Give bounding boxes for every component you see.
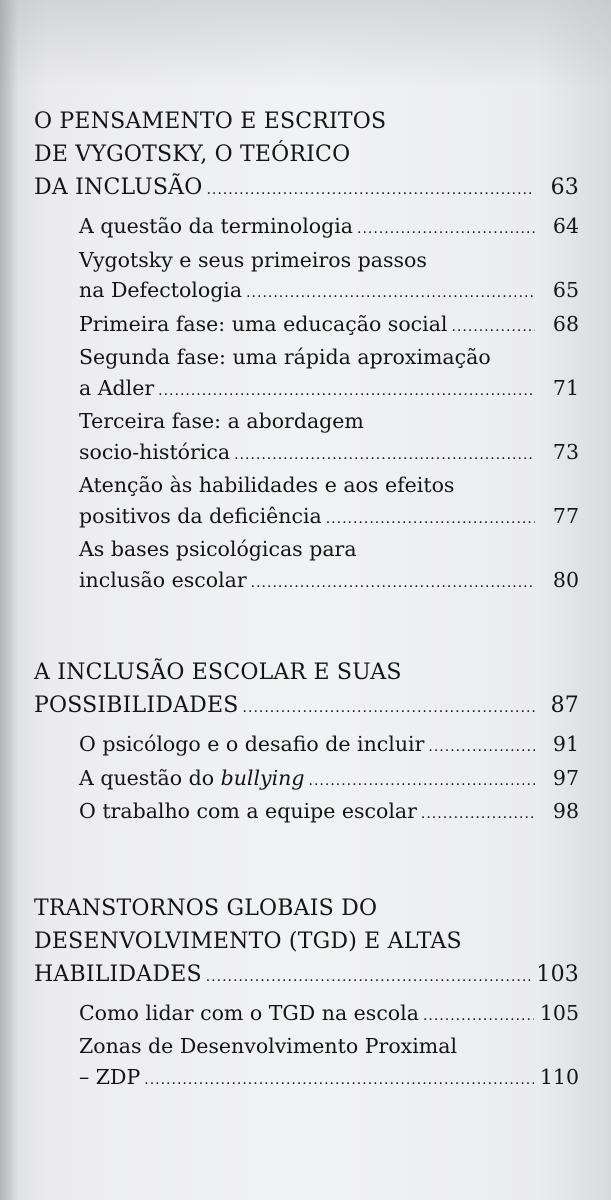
leader-dots xyxy=(144,1065,534,1096)
subsection-list xyxy=(79,998,579,1096)
subsection-entry xyxy=(79,501,579,535)
page-number: 68 xyxy=(552,311,579,336)
subsection-title: – ZDP xyxy=(79,1064,141,1089)
subsection-entry xyxy=(79,275,579,309)
leader-dots xyxy=(357,214,535,245)
toc-section xyxy=(34,656,579,830)
page-number: 87 xyxy=(550,693,579,718)
subsection-title-line: Atenção às habilidades e aos efeitos xyxy=(79,473,455,497)
chapter-title-line: O PENSAMENTO E ESCRITOS xyxy=(34,109,387,134)
subsection-title: inclusão escolar xyxy=(79,567,247,592)
page-number: 64 xyxy=(552,214,579,238)
subsection-list xyxy=(79,729,579,830)
subsection-list xyxy=(79,211,579,598)
subsection-entry xyxy=(79,437,579,471)
leader-dots xyxy=(246,278,535,309)
page-number: 103 xyxy=(536,961,579,987)
chapter-title-line: DESENVOLVIMENTO (TGD) E ALTAS xyxy=(34,928,462,954)
leader-dots xyxy=(451,312,535,343)
subsection-entry xyxy=(79,729,579,763)
subsection-entry xyxy=(79,1062,579,1096)
leader-dots xyxy=(243,692,535,725)
chapter-entry xyxy=(34,958,579,994)
chapter-entry xyxy=(34,689,579,725)
subsection-entry xyxy=(79,309,579,343)
leader-dots xyxy=(309,766,535,797)
subsection-title: na Defectologia xyxy=(79,278,243,302)
table-of-contents xyxy=(34,105,579,1095)
leader-dots xyxy=(206,174,535,207)
subsection-entry xyxy=(79,763,579,797)
page-shadow-top xyxy=(0,0,611,90)
section-spacer xyxy=(34,830,579,892)
subsection-title xyxy=(79,763,305,794)
chapter-title-last-line: POSSIBILIDADES xyxy=(34,693,239,718)
subsection-title: positivos da deficiência xyxy=(79,503,322,528)
subsection-title-line: Zonas de Desenvolvimento Proximal xyxy=(79,1034,457,1058)
subsection-entry xyxy=(79,998,579,1032)
page-number: 98 xyxy=(552,799,579,823)
page-number: 73 xyxy=(552,439,579,464)
subsection-title: O psicólogo e o desafio de incluir xyxy=(79,732,425,756)
toc-section xyxy=(34,892,579,1096)
page-number: 91 xyxy=(552,732,579,756)
chapter-title-last-line: HABILIDADES xyxy=(34,961,202,987)
page-number: 105 xyxy=(539,1000,579,1025)
leader-dots xyxy=(428,732,535,763)
subsection-entry xyxy=(79,373,579,407)
chapter-title-last-line: DA INCLUSÃO xyxy=(34,175,203,200)
subsection-title-line: As bases psicológicas para xyxy=(79,537,357,561)
subsection-entry xyxy=(79,565,579,599)
subsection-title: a Adler xyxy=(79,375,155,400)
subsection-title-prefix: A questão do xyxy=(79,765,221,790)
subsection-title: O trabalho com a equipe escolar xyxy=(79,799,417,823)
subsection-title-line: Vygotsky e seus primeiros passos xyxy=(79,247,427,272)
subsection-title: A questão da terminologia xyxy=(79,214,353,238)
subsection-entry xyxy=(79,796,579,830)
subsection-title: Primeira fase: uma educação social xyxy=(79,311,448,336)
leader-dots xyxy=(158,376,535,407)
chapter-title-line: A INCLUSÃO ESCOLAR E SUAS xyxy=(34,660,402,685)
page-number: 63 xyxy=(550,175,579,200)
chapter-title-line: TRANSTORNOS GLOBAIS DO xyxy=(34,895,378,921)
toc-section xyxy=(34,105,579,598)
chapter-title-line: DE VYGOTSKY, O TEÓRICO xyxy=(34,142,351,167)
chapter-entry xyxy=(34,171,579,207)
leader-dots xyxy=(206,961,531,994)
page-number: 80 xyxy=(552,567,579,592)
page-number: 110 xyxy=(539,1064,579,1089)
leader-dots xyxy=(421,799,535,830)
section-spacer xyxy=(34,598,579,656)
page-number: 71 xyxy=(552,375,579,400)
subsection-title-line: Terceira fase: a abordagem xyxy=(79,409,364,433)
subsection-title-italic: bullying xyxy=(220,765,305,790)
leader-dots xyxy=(423,1001,534,1032)
subsection-title: Como lidar com o TGD na escola xyxy=(79,1000,419,1025)
subsection-title: socio-histórica xyxy=(79,439,231,464)
page-number: 97 xyxy=(552,765,579,790)
page-number: 77 xyxy=(552,503,579,528)
leader-dots xyxy=(251,568,535,599)
leader-dots xyxy=(234,440,535,471)
leader-dots xyxy=(326,504,535,535)
subsection-entry xyxy=(79,211,579,245)
subsection-title-line: Segunda fase: uma rápida aproximação xyxy=(79,345,491,369)
page-shadow-left xyxy=(0,0,18,1200)
page-number: 65 xyxy=(552,278,579,302)
